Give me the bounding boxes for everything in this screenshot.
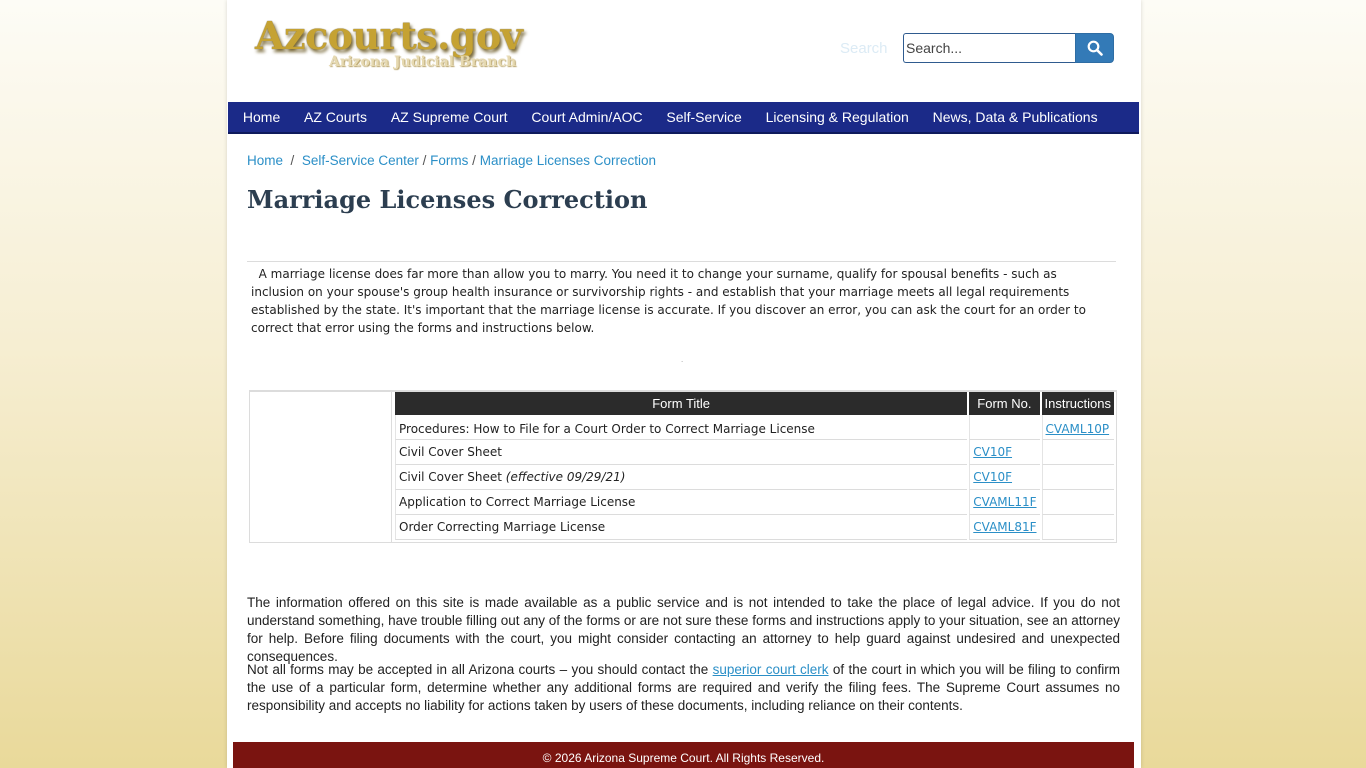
form-no-link[interactable]: CVAML11F <box>973 495 1037 509</box>
table-row <box>395 465 1114 490</box>
form-title-cell <box>395 490 967 515</box>
divider <box>247 261 1116 262</box>
instructions-cell <box>1042 515 1114 540</box>
table-row <box>395 515 1114 540</box>
form-title-cell <box>395 440 967 465</box>
column-header-instructions: Instructions <box>1042 392 1114 415</box>
breadcrumb-separator: / <box>422 153 427 168</box>
form-title-cell <box>395 415 967 440</box>
instructions-cell <box>1042 490 1114 515</box>
form-no-link[interactable]: CV10F <box>973 470 1013 484</box>
search-label: Search <box>840 40 888 57</box>
form-title: Procedures: How to File for a Court Order to Correct Marriage License <box>399 421 815 436</box>
forms-acceptance-paragraph <box>247 661 1120 715</box>
forms-table-container <box>249 390 1117 543</box>
instructions-link[interactable]: CVAML10P <box>1045 421 1110 436</box>
form-title: Civil Cover Sheet <box>399 445 502 459</box>
nav-item-home[interactable]: Home <box>242 109 281 125</box>
form-title: Application to Correct Marriage License <box>399 495 636 509</box>
breadcrumb-separator: / <box>290 153 295 168</box>
breadcrumb-self-service[interactable]: Self-Service Center <box>301 153 419 168</box>
intro-text: A marriage license does far more than allow you to marry. You need it to change your surname, qualify for spousal benefits - such as inclusion on your spouse's group health insurance or survivorship rights - and establish that your marriage meets all legal requirements established by the state. It's important that the marriage license is accurate. If you discover an error, you can ask the court for an order to correct that error using the forms and instructions below. <box>251 267 1086 335</box>
forms-table-side-cell <box>250 392 392 543</box>
form-no-cell <box>969 440 1039 465</box>
footer <box>233 742 1134 768</box>
copyright-text: © 2026 Arizona Supreme Court. All Rights Reserved. <box>542 751 825 765</box>
form-no-cell <box>969 490 1039 515</box>
form-title-cell <box>395 515 967 540</box>
table-row <box>395 440 1114 465</box>
logo-subtitle: Arizona Judicial Branch <box>329 54 517 70</box>
table-row <box>395 415 1114 440</box>
disclaimer-paragraph: The information offered on this site is made available as a public service and is not intended to take the place of legal advice. If you do not understand something, have trouble filling out any of the forms or are not sure these forms and instructions apply to your situation, see an attorney for help. Before filing documents with the court, you might consider contacting an attorney to help guard against undesired and unexpected consequences. <box>247 595 1120 664</box>
breadcrumb-forms[interactable]: Forms <box>430 153 469 168</box>
table-header-row <box>395 392 1114 415</box>
page-container <box>227 0 1141 768</box>
superior-court-clerk-link[interactable]: superior court clerk <box>712 662 829 677</box>
form-no-link[interactable]: CV10F <box>973 445 1013 459</box>
breadcrumb-current[interactable]: Marriage Licenses Correction <box>479 153 657 168</box>
table-row <box>395 490 1114 515</box>
spacer-dot: . <box>681 355 684 364</box>
intro-paragraph <box>251 265 1113 337</box>
breadcrumb-home[interactable]: Home <box>247 153 284 168</box>
breadcrumb <box>247 153 656 168</box>
form-title: Civil Cover Sheet <box>399 470 502 484</box>
nav-item-news[interactable]: News, Data & Publications <box>932 109 1098 125</box>
form-no-cell <box>969 515 1039 540</box>
form-no-cell <box>969 415 1039 440</box>
site-logo[interactable] <box>255 13 523 70</box>
nav-item-az-supreme-court[interactable]: AZ Supreme Court <box>390 109 508 125</box>
column-header-form-title: Form Title <box>395 392 967 415</box>
forms-acceptance-text: of the court in which you will be filing to confirm the use of a particular form, determine whether any additional forms are required and verify the filing fees. The Supreme Court assumes no responsibility and accepts no liability for actions taken by users of these documents, including reliance on their contents. <box>247 662 1120 713</box>
form-title-cell <box>395 465 967 490</box>
form-no-cell <box>969 465 1039 490</box>
nav-item-court-admin[interactable]: Court Admin/AOC <box>531 109 643 125</box>
forms-table <box>393 392 1116 540</box>
forms-acceptance-text: Not all forms may be accepted in all Arizona courts – you should contact the <box>247 662 713 677</box>
search-icon <box>1087 40 1103 56</box>
nav-item-licensing[interactable]: Licensing & Regulation <box>765 109 909 125</box>
logo-title: Azcourts.gov <box>255 13 523 58</box>
instructions-cell <box>1042 465 1114 490</box>
instructions-cell <box>1042 415 1114 440</box>
search-input[interactable] <box>903 33 1075 63</box>
nav-item-self-service[interactable]: Self-Service <box>666 109 742 125</box>
column-header-form-no: Form No. <box>969 392 1039 415</box>
page-title: Marriage Licenses Correction <box>247 185 648 214</box>
breadcrumb-separator: / <box>472 153 476 168</box>
nav-item-az-courts[interactable]: AZ Courts <box>304 109 368 125</box>
instructions-cell <box>1042 440 1114 465</box>
main-nav <box>228 102 1139 134</box>
form-title-note: (effective 09/29/21) <box>505 470 626 484</box>
search-button[interactable] <box>1075 33 1114 63</box>
form-no-link[interactable]: CVAML81F <box>973 520 1037 534</box>
form-title: Order Correcting Marriage License <box>399 520 606 534</box>
